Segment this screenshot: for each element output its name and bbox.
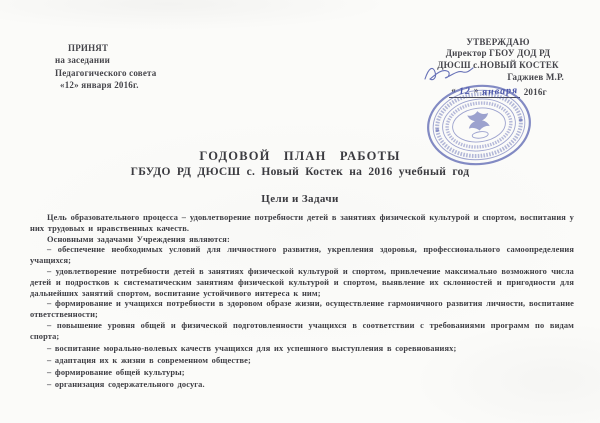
task-item: – обеспечение необходимых условий для личностного развития, укрепления здоровья, профессионального самоопределения учащихся; — [30, 245, 574, 266]
accepted-block — [55, 42, 156, 91]
document-title: ГОДОВОЙ ПЛАН РАБОТЫ — [199, 149, 401, 163]
task-item: – организация содержательного досуга. — [47, 379, 205, 389]
goal-paragraph: Цель образовательного процесса – удовлетворение потребности детей в занятиях физической культурой и спортом, воспитания у них трудовых и нравственных качеств. — [30, 213, 574, 233]
approval-year: 2016г — [523, 87, 547, 98]
quote-open: « — [451, 85, 456, 96]
document-subtitle: ГБУДО РД ДЮСШ с. Новый Костек на 2016 учебный год — [130, 166, 470, 178]
accepted-date: «12» января 2016г. — [60, 79, 139, 90]
approved-director-line: Директор ГБОУ ДОД РД — [445, 48, 551, 59]
stamp-emblem-icon — [467, 110, 491, 140]
handwritten-day: 12 — [458, 86, 472, 98]
accepted-line: на заседании — [55, 55, 111, 66]
director-name: Гаджиев М.Р. — [507, 71, 564, 82]
title-block — [0, 149, 600, 205]
task-item: – формирование и учащихся потребности в здоровом образе жизни, осуществление гармоничного развития личности, воспитание ответственности; — [30, 299, 574, 320]
body-text — [30, 213, 574, 391]
quote-close: » — [473, 85, 479, 96]
task-item: – адаптация их к жизни в современном обществе; — [47, 355, 251, 365]
tasks-intro: Основными задачами Учреждения являются: — [47, 234, 230, 244]
approved-title: УТВЕРЖДАЮ — [466, 37, 530, 47]
handwritten-month: января — [481, 85, 518, 99]
task-item: – удовлетворение потребности детей в занятиях физической культурой и спортом, привлечение максимально возможного числа детей и подростков к систематическим занятиям физической культурой и спортом, выявление их склонностей и пригодности для дальнейших занятий спортом, воспитание устойчивого интереса к ним; — [30, 266, 574, 298]
task-item: – воспитание морально-волевых качеств учащихся для их успешного выступления в соревнованиях; — [47, 343, 457, 353]
task-item: – повышение уровня общей и физической подготовленности учащихся в соответствии с требованиями программ по видам спорта; — [30, 320, 574, 341]
section-heading: Цели и Задачи — [261, 193, 339, 205]
accepted-title: ПРИНЯТ — [68, 43, 109, 53]
accepted-line: Педагогического совета — [55, 67, 157, 78]
task-item: – формирование общей культуры; — [47, 367, 185, 377]
approved-school-line: ДЮСШ с.НОВЫЙ КОСТЕК — [437, 59, 559, 70]
